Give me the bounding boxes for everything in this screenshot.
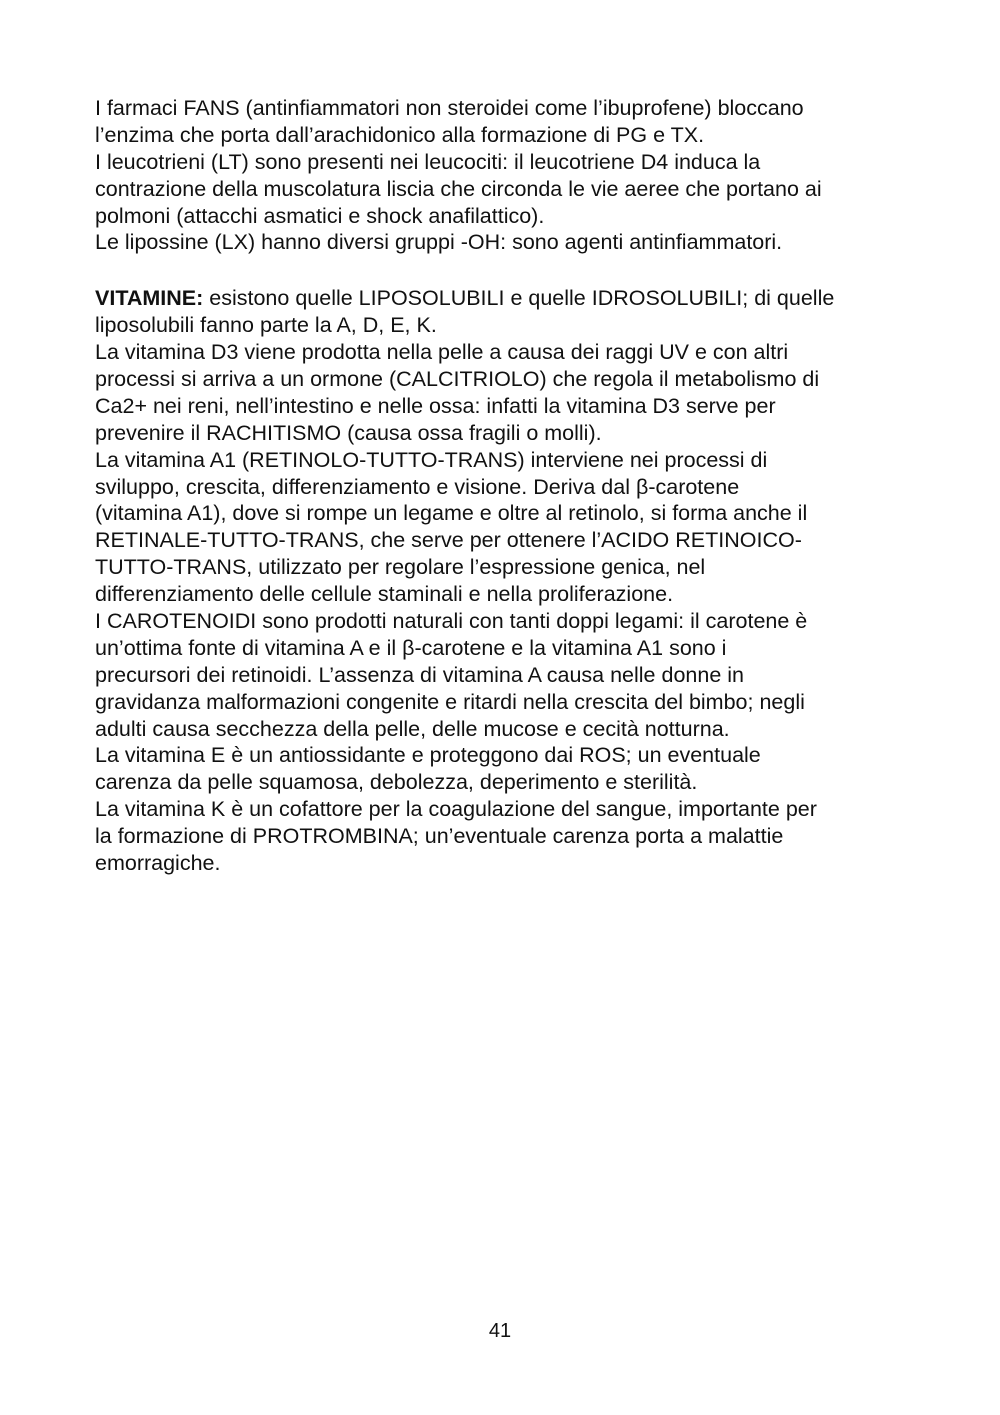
paragraph-spacer [95, 256, 925, 285]
text-line: La vitamina D3 viene prodotta nella pelle a causa dei raggi UV e con altri [95, 340, 789, 365]
text-line: liposolubili fanno parte la A, D, E, K. [95, 313, 437, 338]
text-line: TUTTO-TRANS, utilizzato per regolare l’espressione genica, nel [95, 555, 706, 580]
section-heading-vitamine: VITAMINE: [95, 286, 204, 311]
text-line: differenziamento delle cellule staminali e nella proliferazione. [95, 582, 674, 607]
body-text [95, 95, 925, 877]
text-line: adulti causa secchezza della pelle, delle mucose e cecità notturna. [95, 716, 730, 741]
text-line: La vitamina A1 (RETINOLO-TUTTO-TRANS) interviene nei processi di [95, 447, 768, 472]
text-line: RETINALE-TUTTO-TRANS, che serve per ottenere l’ACIDO RETINOICO- [95, 528, 802, 553]
text-line: I CAROTENOIDI sono prodotti naturali con tanti doppi legami: il carotene è [95, 609, 808, 634]
text-line: polmoni (attacchi asmatici e shock anafilattico). [95, 203, 545, 228]
text-line: (vitamina A1), dove si rompe un legame e oltre al retinolo, si forma anche il [95, 501, 808, 526]
text-line: un’ottima fonte di vitamina A e il β-carotene e la vitamina A1 sono i [95, 635, 727, 660]
text-line: l’enzima che porta dall’arachidonico alla formazione di PG e TX. [95, 122, 705, 147]
paragraph-vitamine [95, 285, 925, 877]
page-number: 41 [488, 1320, 512, 1342]
paragraph-fans-leucotrieni [95, 95, 925, 256]
text-line: processi si arriva a un ormone (CALCITRIOLO) che regola il metabolismo di [95, 367, 820, 392]
text-line: La vitamina E è un antiossidante e proteggono dai ROS; un eventuale [95, 743, 761, 768]
text-line: contrazione della muscolatura liscia che circonda le vie aeree che portano ai [95, 176, 822, 201]
text-line: emorragiche. [95, 851, 221, 876]
text-line: gravidanza malformazioni congenite e ritardi nella crescita del bimbo; negli [95, 689, 805, 714]
text-line: carenza da pelle squamosa, debolezza, deperimento e sterilità. [95, 770, 698, 795]
text-line: I farmaci FANS (antinfiammatori non steroidei come l’ibuprofene) bloccano [95, 96, 804, 120]
text-line: La vitamina K è un cofattore per la coagulazione del sangue, importante per [95, 797, 817, 822]
text-line: prevenire il RACHITISMO (causa ossa fragili o molli). [95, 420, 602, 445]
heading-line-text: esistono quelle LIPOSOLUBILI e quelle IDROSOLUBILI; di quelle [203, 286, 835, 311]
text-line: I leucotrieni (LT) sono presenti nei leucociti: il leucotriene D4 induca la [95, 149, 761, 174]
text-line: sviluppo, crescita, differenziamento e visione. Deriva dal β-carotene [95, 474, 740, 499]
text-line: Ca2+ nei reni, nell’intestino e nelle ossa: infatti la vitamina D3 serve per [95, 393, 776, 418]
text-line [95, 285, 925, 312]
text-line: Le lipossine (LX) hanno diversi gruppi -OH: sono agenti antinfiammatori. [95, 230, 783, 255]
text-line: precursori dei retinoidi. L’assenza di vitamina A causa nelle donne in [95, 662, 744, 687]
text-line: la formazione di PROTROMBINA; un’eventuale carenza porta a malattie [95, 824, 784, 849]
